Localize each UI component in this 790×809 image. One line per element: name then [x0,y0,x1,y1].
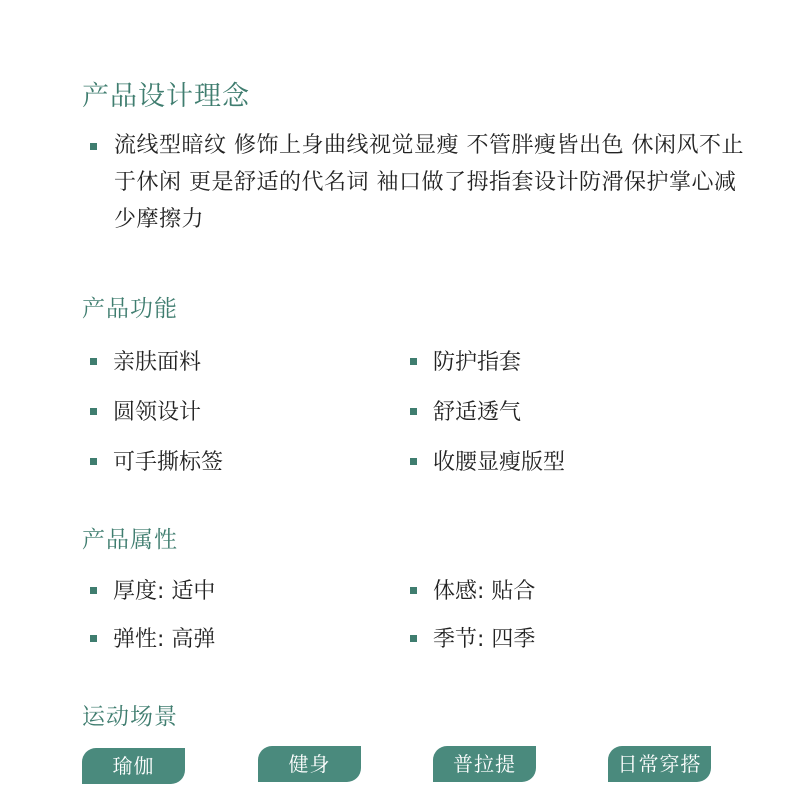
attribute-item [410,625,535,655]
scene-tag-fitness: 健身 [258,746,361,782]
function-item-label: 收腰显瘦版型 [433,450,566,475]
function-item-label: 可手撕标签 [113,450,224,475]
bullet-icon [410,458,417,465]
attribute-item [90,625,215,655]
function-item [90,448,223,478]
bullet-icon [90,635,97,642]
design-concept-text: 流线型暗纹 修饰上身曲线视觉显瘦 不管胖瘦皆出色 休闲风不止于休闲 更是舒适的代名词 袖口做了拇指套设计防滑保护掌心减少摩擦力 [114,133,744,232]
bullet-icon [90,408,97,415]
function-item-label: 亲肤面料 [113,350,202,375]
bullet-icon [90,143,97,150]
attributes-title: 产品属性 [82,527,178,553]
scene-tag-yoga: 瑜伽 [82,748,185,784]
attribute-item-label: 体感: 贴合 [433,579,536,604]
bullet-icon [410,408,417,415]
bullet-icon [90,358,97,365]
scene-tags [82,748,722,784]
function-item-label: 舒适透气 [433,400,522,425]
scenes-title: 运动场景 [82,704,178,730]
attribute-item [90,577,215,607]
bullet-icon [90,458,97,465]
bullet-icon [410,587,417,594]
function-item-label: 圆领设计 [113,400,202,425]
scene-tag-daily-wear: 日常穿搭 [608,746,711,782]
bullet-icon [410,358,417,365]
function-item [410,398,521,428]
function-item [90,398,201,428]
bullet-icon [410,635,417,642]
bullet-icon [90,587,97,594]
design-concept-paragraph [90,127,750,238]
function-item-label: 防护指套 [433,350,522,375]
design-concept-title: 产品设计理念 [82,81,250,112]
attribute-item-label: 季节: 四季 [433,627,536,652]
functions-title: 产品功能 [82,296,178,322]
function-item [410,448,565,478]
attribute-item [410,577,535,607]
attribute-item-label: 弹性: 高弹 [113,627,216,652]
scene-tag-pilates: 普拉提 [433,746,536,782]
attribute-item-label: 厚度: 适中 [113,579,216,604]
function-item [90,348,201,378]
function-item [410,348,521,378]
